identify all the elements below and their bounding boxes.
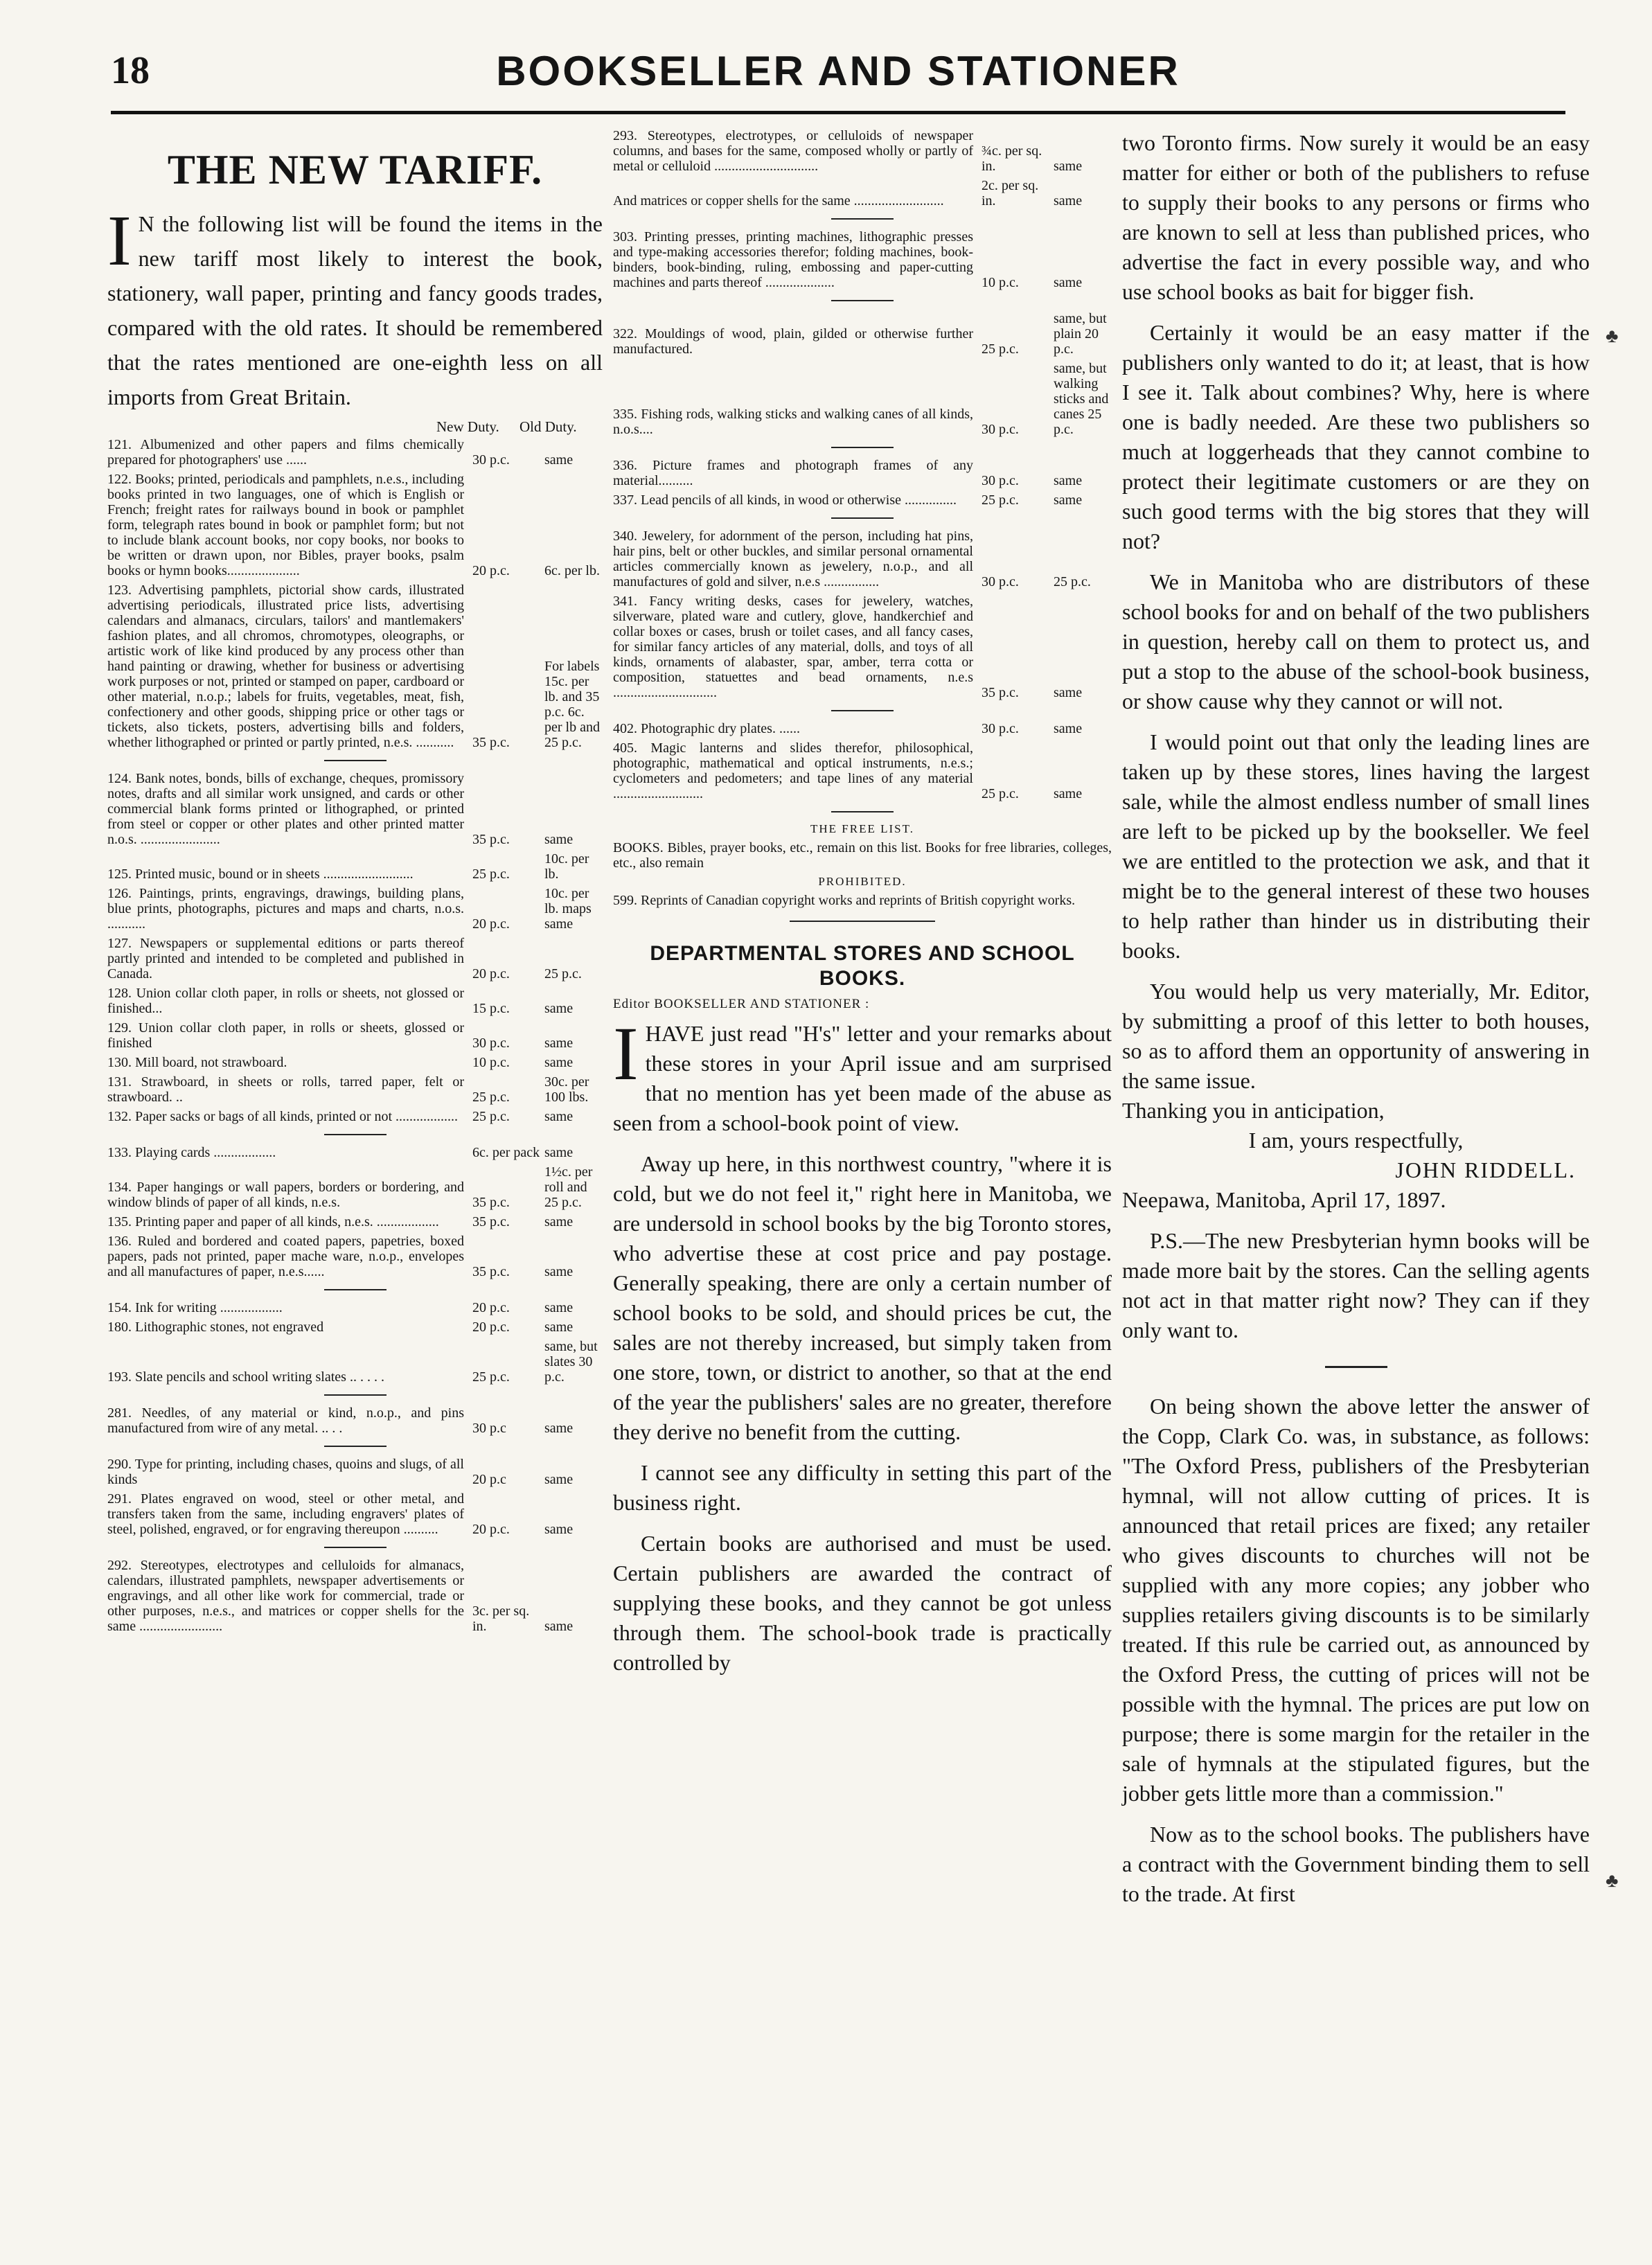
tariff-item-new-duty: 30 p.c.	[472, 452, 510, 468]
letter-signature: JOHN RIDDELL.	[1395, 1157, 1576, 1182]
tariff-item-new-duty: 20 p.c.	[472, 1522, 510, 1537]
tariff-item-old-duty: same	[544, 1214, 574, 1229]
new-duty-header: New Duty.	[436, 418, 499, 435]
column-1	[107, 128, 603, 1638]
tariff-item-old-duty: same	[1054, 786, 1083, 801]
tariff-item	[107, 1109, 603, 1124]
tariff-item-new-duty: 10 p.c.	[982, 275, 1019, 290]
tariff-item-old-duty: same	[544, 1522, 574, 1537]
tariff-item	[107, 583, 603, 750]
tariff-item-description: 135. Printing paper and paper of all kinds, n.e.s. ..................	[107, 1214, 439, 1229]
tariff-item-old-duty: same	[1054, 275, 1083, 290]
tariff-item-old-duty: same	[544, 1320, 574, 1335]
tariff-item-description: 303. Printing presses, printing machines, lithographic presses and type-making accessories therefor; folding machines, book-binders, book-binding, ruling, embossing and paper-cutting machines and parts thereof ....................	[613, 229, 973, 290]
tariff-item-new-duty: 10 p.c.	[472, 1055, 510, 1070]
letter-closing: I am, yours respectfully,	[1248, 1128, 1464, 1153]
prohibited-entry: 599. Reprints of Canadian copyright works and reprints of British copyright works.	[613, 893, 1076, 908]
tariff-item	[107, 986, 603, 1016]
tariff-item	[107, 936, 603, 981]
item-separator	[831, 447, 894, 448]
tariff-item-description: 122. Books; printed, periodicals and pamphlets, n.e.s., including books printed in two languages, one of which is English or French; freight rates for railways bound in book or pamphlet form, telegraph rates bound in book or pamphlet form; but not to include blank account books, nor copy books, nor books to be written or drawn upon, nor Bibles, prayer books, psalm books or hymn books.....................	[107, 472, 464, 578]
article-title: THE NEW TARIFF.	[167, 147, 543, 193]
tariff-item-old-duty: 6c. per lb.	[544, 563, 600, 578]
tariff-item	[107, 771, 603, 847]
drop-cap: I	[613, 1011, 639, 1096]
tariff-item-new-duty: 20 p.c.	[472, 916, 510, 932]
letter-paragraph: Certain books are authorised and must be used. Certain publishers are awarded the contract of supplying these books, and they cannot be got unless through them. The school-book trade is practically controlled by	[613, 1531, 1112, 1675]
tariff-item-new-duty: 30 p.c.	[982, 473, 1019, 488]
tariff-item-old-duty: same	[544, 1145, 574, 1160]
item-separator	[831, 710, 894, 711]
tariff-item-new-duty: 20 p.c.	[472, 1300, 510, 1315]
masthead	[111, 40, 1565, 109]
tariff-item-old-duty: same	[544, 1109, 574, 1124]
letter-paragraph: You would help us very materially, Mr. Editor, by submitting a proof of this letter to both houses, so as to afford them an opportunity of answering in the same issue.	[1122, 979, 1590, 1093]
tariff-item-description: 281. Needles, of any material or kind, n.o.p., and pins manufactured from wire of any metal. .. . .	[107, 1405, 464, 1436]
tariff-item	[107, 1234, 603, 1279]
tariff-item-description: 405. Magic lanterns and slides therefor, philosophical, photographic, mathematical and optical instruments, n.e.s.; cyclometers and pedometers; and tape lines of any material ..........................	[613, 740, 973, 801]
tariff-item-new-duty: 25 p.c.	[982, 341, 1019, 357]
tariff-item-old-duty: same, but plain 20 p.c.	[1054, 311, 1107, 357]
tariff-item	[107, 1405, 603, 1436]
item-separator	[324, 760, 387, 761]
tariff-item-new-duty: 20 p.c.	[472, 563, 510, 578]
tariff-item-description: 136. Ruled and bordered and coated papers, papetries, boxed papers, pads not printed, paper mache ware, n.o.p., envelopes and all manufactures of paper, n.e.s......	[107, 1234, 464, 1279]
tariff-item	[107, 472, 603, 578]
tariff-item-new-duty: 25 p.c.	[472, 1369, 510, 1385]
tariff-item	[107, 1164, 603, 1210]
tariff-item	[613, 721, 1112, 736]
section-rule	[1325, 1366, 1387, 1368]
tariff-item-description: 335. Fishing rods, walking sticks and walking canes of all kinds, n.o.s....	[613, 407, 973, 437]
margin-mark: ♣	[1606, 326, 1619, 347]
tariff-item-description: And matrices or copper shells for the same ..........................	[613, 193, 944, 208]
tariff-item-description: 337. Lead pencils of all kinds, in wood or otherwise ...............	[613, 492, 957, 508]
item-separator	[324, 1446, 387, 1447]
letter-thanks: Thanking you in anticipation,	[1122, 1098, 1385, 1123]
section-rule	[790, 921, 935, 922]
letter-postscript: P.S.—The new Presbyterian hymn books will be made more bait by the stores. Can the selling agents not act in that matter right now? They can if they only want to.	[1122, 1228, 1590, 1342]
tariff-item-old-duty: same	[544, 1472, 574, 1487]
tariff-item-old-duty: 25 p.c.	[544, 966, 582, 981]
item-separator	[831, 517, 894, 519]
tariff-item-old-duty: same	[544, 1300, 574, 1315]
tariff-item-new-duty: 35 p.c.	[472, 1195, 510, 1210]
tariff-item-new-duty: 25 p.c.	[472, 1090, 510, 1105]
tariff-item	[107, 1020, 603, 1051]
tariff-list-col1	[107, 437, 603, 1634]
tariff-item-new-duty: 6c. per pack	[472, 1145, 540, 1160]
margin-mark: ♣	[1606, 1870, 1619, 1892]
tariff-item	[613, 740, 1112, 801]
tariff-item-new-duty: ¾c. per sq. in.	[982, 143, 1042, 174]
tariff-item-new-duty: 25 p.c.	[472, 1109, 510, 1124]
tariff-item	[107, 1320, 603, 1335]
tariff-item-new-duty: 25 p.c.	[982, 786, 1019, 801]
tariff-item-description: 293. Stereotypes, electrotypes, or celluloids of newspaper columns, and bases for the same, composed wholly or partly of metal or celluloid ..............................	[613, 128, 973, 174]
tariff-item-new-duty: 35 p.c.	[472, 735, 510, 750]
tariff-item-description: 124. Bank notes, bonds, bills of exchange, cheques, promissory notes, drafts and all similar work unsigned, and cards or other commercial blank forms printed or lithographed, or printed from steel or copper or other plates and other printed matter n.o.s. .......................	[107, 771, 464, 847]
tariff-intro	[107, 201, 603, 414]
tariff-item-description: 154. Ink for writing ..................	[107, 1300, 283, 1315]
reply-paragraph: On being shown the above letter the answer of the Copp, Clark Co. was, in substance, as follows: "The Oxford Press, publishers of the Presbyterian hymnal, will not allow cutting of prices. It is announced that retail prices are fixed; any retailer who gives discounts to churches will not be supplied with any more copies; any jobber who supplies retailers giving discounts is to be similarly treated. If this rule be carried out, as announced by the Oxford Press, the cutting of prices will not be possible with the hymnal. The prices are put low on purpose; there is some margin for the retailer in the sale of hymnals at the stipulated figures, but the jobber gets little more than a commission."	[1122, 1394, 1590, 1806]
tariff-item-new-duty: 3c. per sq. in.	[472, 1604, 530, 1634]
free-list-heading: THE FREE LIST.	[810, 822, 914, 835]
tariff-item-new-duty: 25 p.c.	[982, 492, 1019, 508]
tariff-item-old-duty: same	[1054, 193, 1083, 208]
reply-paragraph: Now as to the school books. The publishers have a contract with the Government binding them to sell to the trade. At first	[1122, 1822, 1590, 1906]
tariff-item	[613, 528, 1112, 589]
letter-paragraph: We in Manitoba who are distributors of these school books for and on behalf of the two publishers in question, hereby call on them to protect us, and put a stop to the abuse of the school-book business, or show cause why they cannot or will not.	[1122, 569, 1590, 713]
tariff-item-description: 132. Paper sacks or bags of all kinds, printed or not ..................	[107, 1109, 459, 1124]
tariff-item-description: 123. Advertising pamphlets, pictorial show cards, illustrated advertising periodicals, illustrated price lists, advertising calendars and almanacs, circulars, tailors' and mantlemakers' fashion plates, and all chromos, chromotypes, oleographs, or artistic work of like kind produced by any process other than hand painting or drawing, whether for business or advertising work purposes or not, printed or stamped on paper, cardboard or other material, n.o.p.; labels for fruits, vegetables, meat, fish, confectionery and other goods, shipping price or other tags or tickets, also tickets, posters, advertising bills and folders, whether lithographed or printed or partly printed, n.e.s. ...........	[107, 583, 464, 750]
tariff-item-old-duty: same	[1054, 159, 1083, 174]
tariff-item-description: 322. Mouldings of wood, plain, gilded or otherwise further manufactured.	[613, 326, 973, 357]
tariff-item-new-duty: 35 p.c.	[472, 1214, 510, 1229]
tariff-item-description: 131. Strawboard, in sheets or rolls, tarred paper, felt or strawboard. ..	[107, 1074, 464, 1105]
letter-place-date: Neepawa, Manitoba, April 17, 1897.	[1122, 1187, 1446, 1212]
item-separator	[831, 218, 894, 220]
tariff-item-description: 193. Slate pencils and school writing slates .. . . . .	[107, 1369, 384, 1385]
item-separator	[324, 1134, 387, 1135]
tariff-item-description: 336. Picture frames and photograph frames of any material..........	[613, 458, 973, 488]
column-2	[613, 128, 1112, 1689]
tariff-item	[107, 1214, 603, 1229]
tariff-item	[107, 1055, 603, 1070]
tariff-item	[107, 886, 603, 932]
letter-paragraph: Away up here, in this northwest country, "where it is cold, but we do not feel it," right here in Manitoba, we are undersold in school books by the big Toronto stores, who advertise these at cost price and pay postage. Generally speaking, there are only a certain number of school books to be sold, and should prices be cut, the sales are not thereby increased, but simply taken from one store, town, or district to another, so that at the end of the year the publishers' sales are no greater, therefore they derive no benefit from the cutting.	[613, 1151, 1112, 1444]
tariff-item-new-duty: 30 p.c	[472, 1421, 506, 1436]
tariff-item	[613, 492, 1112, 508]
tariff-list-col2	[613, 128, 1112, 812]
tariff-item	[613, 594, 1112, 700]
tariff-item-old-duty: same	[544, 832, 574, 847]
tariff-item-old-duty: 30c. per 100 lbs.	[544, 1074, 589, 1105]
tariff-item	[613, 229, 1112, 290]
tariff-item-old-duty: 10c. per lb.	[544, 851, 589, 882]
tariff-item-description: 341. Fancy writing desks, cases for jewelery, watches, silverware, plated ware and cutlery, glove, handkerchief and collar boxes or cases, brush or toilet cases, and all fancy cases, for similar fancy articles of any material, dolls, and toys of all kinds, ornaments of alabaster, spar, amber, terra cotta or composition, statuettes and bead ornaments, n.e.s ..............................	[613, 594, 973, 700]
letter-paragraph: Certainly it would be an easy matter if the publishers only wanted to do it; at least, that is how I see it. Talk about combines? Why, here is where one is badly needed. Are these two publishers so much at loggerheads that they cannot combine to protect their legitimate customers or are they on such good terms with the big stores that they will not?	[1122, 320, 1590, 553]
tariff-item-new-duty: 30 p.c.	[982, 721, 1019, 736]
tariff-item-old-duty: same	[544, 1619, 574, 1634]
tariff-item-old-duty: same	[544, 452, 574, 468]
tariff-item	[107, 1558, 603, 1634]
tariff-item-new-duty: 20 p.c.	[472, 1320, 510, 1335]
tariff-item-new-duty: 30 p.c.	[472, 1036, 510, 1051]
prohibited-heading: PROHIBITED.	[818, 875, 907, 888]
item-separator	[831, 300, 894, 301]
tariff-item-old-duty: 10c. per lb. maps same	[544, 886, 592, 932]
tariff-item-old-duty: same	[544, 1055, 574, 1070]
tariff-item-description: 134. Paper hangings or wall papers, borders or bordering, and window blinds of paper of all kinds, n.e.s.	[107, 1180, 464, 1210]
tariff-item-old-duty: 1½c. per roll and 25 p.c.	[544, 1164, 593, 1210]
tariff-item	[107, 1300, 603, 1315]
item-separator	[831, 811, 894, 812]
header-rule	[111, 111, 1565, 116]
tariff-item	[107, 1339, 603, 1385]
letter-paragraph: I would point out that only the leading lines are taken up by these stores, lines having the largest sale, while the almost endless number of small lines are left to be picked up by the bookseller. We feel we are entitled to the protection we ask, and that it might be to the general interest of these two houses to help rather than hinder us in distributing their books.	[1122, 729, 1590, 963]
letter-first-paragraph: I HAVE just read "H's" letter and your remarks about these stores in your April issue and am surprised that no mention has yet been made of the abuse as seen from a school-book point of view.	[613, 1011, 1112, 1135]
tariff-item-description: 133. Playing cards ..................	[107, 1145, 276, 1160]
page-number: 18	[111, 49, 150, 92]
tariff-item-old-duty: For labels 15c. per lb. and 35 p.c. 6c. per lb and 25 p.c.	[544, 659, 600, 750]
item-separator	[324, 1547, 387, 1548]
tariff-item	[107, 1074, 603, 1105]
tariff-item-old-duty: same, but slates 30 p.c.	[544, 1339, 598, 1385]
tariff-item-old-duty: same	[544, 1264, 574, 1279]
free-list-entry: BOOKS. Bibles, prayer books, etc., remain on this list. Books for free libraries, colleges, etc., also remain	[613, 840, 1112, 871]
letter-salutation: Editor BOOKSELLER AND STATIONER :	[613, 997, 870, 1011]
old-duty-header: Old Duty.	[519, 418, 577, 435]
tariff-item-description: 126. Paintings, prints, engravings, drawings, building plans, blue prints, photographs, pictures and maps and charts, n.o.s. ...........	[107, 886, 464, 932]
tariff-item-old-duty: same, but walking sticks and canes 25 p.c.	[1054, 361, 1109, 437]
tariff-item-new-duty: 2c. per sq. in.	[982, 178, 1039, 208]
tariff-item-old-duty: same	[544, 1001, 574, 1016]
tariff-intro-text: N the following list will be found the items in the new tariff most likely to interest the book, stationery, wall paper, printing and fancy goods trades, compared with the old rates. It should be remembered that the rates mentioned are one-eighth less on all imports from Great Britain.	[107, 211, 603, 409]
tariff-item-description: 121. Albumenized and other papers and films chemically prepared for photographers' use ......	[107, 437, 464, 468]
tariff-item-new-duty: 25 p.c.	[472, 867, 510, 882]
tariff-item-old-duty: same	[544, 1421, 574, 1436]
tariff-item-description: 340. Jewelery, for adornment of the person, including hat pins, hair pins, belt or other buckles, and similar personal ornamental articles commercially known as jewelery, n.o.p., and all manufactures of gold and silver, n.e.s ................	[613, 528, 973, 589]
tariff-item-old-duty: 25 p.c.	[1054, 574, 1091, 589]
letter-continued: two Toronto firms. Now surely it would be an easy matter for either or both of the publishers to refuse to supply their books to any persons or firms who are known to sell at less than published prices, who advertise the fact in every possible way, and who use school books as bait for bigger fish.	[1122, 130, 1590, 304]
tariff-item	[107, 851, 603, 882]
letter-title: DEPARTMENTAL STORES AND SCHOOL BOOKS.	[650, 942, 1075, 990]
tariff-item-new-duty: 20 p.c.	[472, 966, 510, 981]
tariff-item-description: 125. Printed music, bound or in sheets ..........................	[107, 867, 414, 882]
drop-cap: I	[107, 201, 132, 281]
tariff-item-new-duty: 35 p.c.	[982, 685, 1019, 700]
tariff-item	[107, 1145, 603, 1160]
tariff-item	[613, 128, 1112, 174]
tariff-item-old-duty: same	[1054, 473, 1083, 488]
tariff-item-description: 292. Stereotypes, electrotypes and celluloids for almanacs, calendars, illustrated pamphlets, newspaper advertisements or engravings, and all other like work for commercial, trade or other purposes, n.e.s., and matrices or copper shells for the same ........................	[107, 1558, 464, 1634]
column-3	[1122, 128, 1590, 1920]
tariff-item-description: 180. Lithographic stones, not engraved	[107, 1320, 324, 1335]
tariff-item-new-duty: 15 p.c.	[472, 1001, 510, 1016]
tariff-column-headers	[107, 418, 603, 436]
tariff-item-old-duty: same	[1054, 721, 1083, 736]
tariff-item	[107, 437, 603, 468]
tariff-item-description: 290. Type for printing, including chases, quoins and slugs, of all kinds	[107, 1457, 464, 1487]
tariff-item	[613, 458, 1112, 488]
letter-paragraph: I cannot see any difficulty in setting this part of the business right.	[613, 1460, 1112, 1515]
tariff-item-description: 127. Newspapers or supplemental editions or parts thereof partly printed and intended to be completed and published in Canada.	[107, 936, 464, 981]
tariff-item-description: 128. Union collar cloth paper, in rolls or sheets, not glossed or finished...	[107, 986, 464, 1016]
tariff-item-description: 291. Plates engraved on wood, steel or other metal, and transfers taken from the same, including engravers' plates of steel, polished, engraved, or for engraving thereupon ..........	[107, 1491, 464, 1537]
tariff-item-description: 130. Mill board, not strawboard.	[107, 1055, 287, 1070]
tariff-item-description: 129. Union collar cloth paper, in rolls or sheets, glossed or finished	[107, 1020, 464, 1051]
tariff-item-new-duty: 30 p.c.	[982, 574, 1019, 589]
tariff-item-old-duty: same	[544, 1036, 574, 1051]
tariff-item-old-duty: same	[1054, 685, 1083, 700]
tariff-item-new-duty: 20 p.c	[472, 1472, 506, 1487]
running-title: BOOKSELLER AND STATIONER	[496, 48, 1180, 94]
tariff-item-new-duty: 35 p.c.	[472, 832, 510, 847]
tariff-item-new-duty: 30 p.c.	[982, 422, 1019, 437]
item-separator	[324, 1289, 387, 1290]
item-separator	[324, 1394, 387, 1396]
tariff-item-new-duty: 35 p.c.	[472, 1264, 510, 1279]
tariff-item	[613, 311, 1112, 357]
tariff-item-description: 402. Photographic dry plates. ......	[613, 721, 800, 736]
tariff-item	[613, 178, 1112, 208]
tariff-item	[613, 361, 1112, 437]
tariff-item-old-duty: same	[1054, 492, 1083, 508]
tariff-item	[107, 1491, 603, 1537]
tariff-item	[107, 1457, 603, 1487]
